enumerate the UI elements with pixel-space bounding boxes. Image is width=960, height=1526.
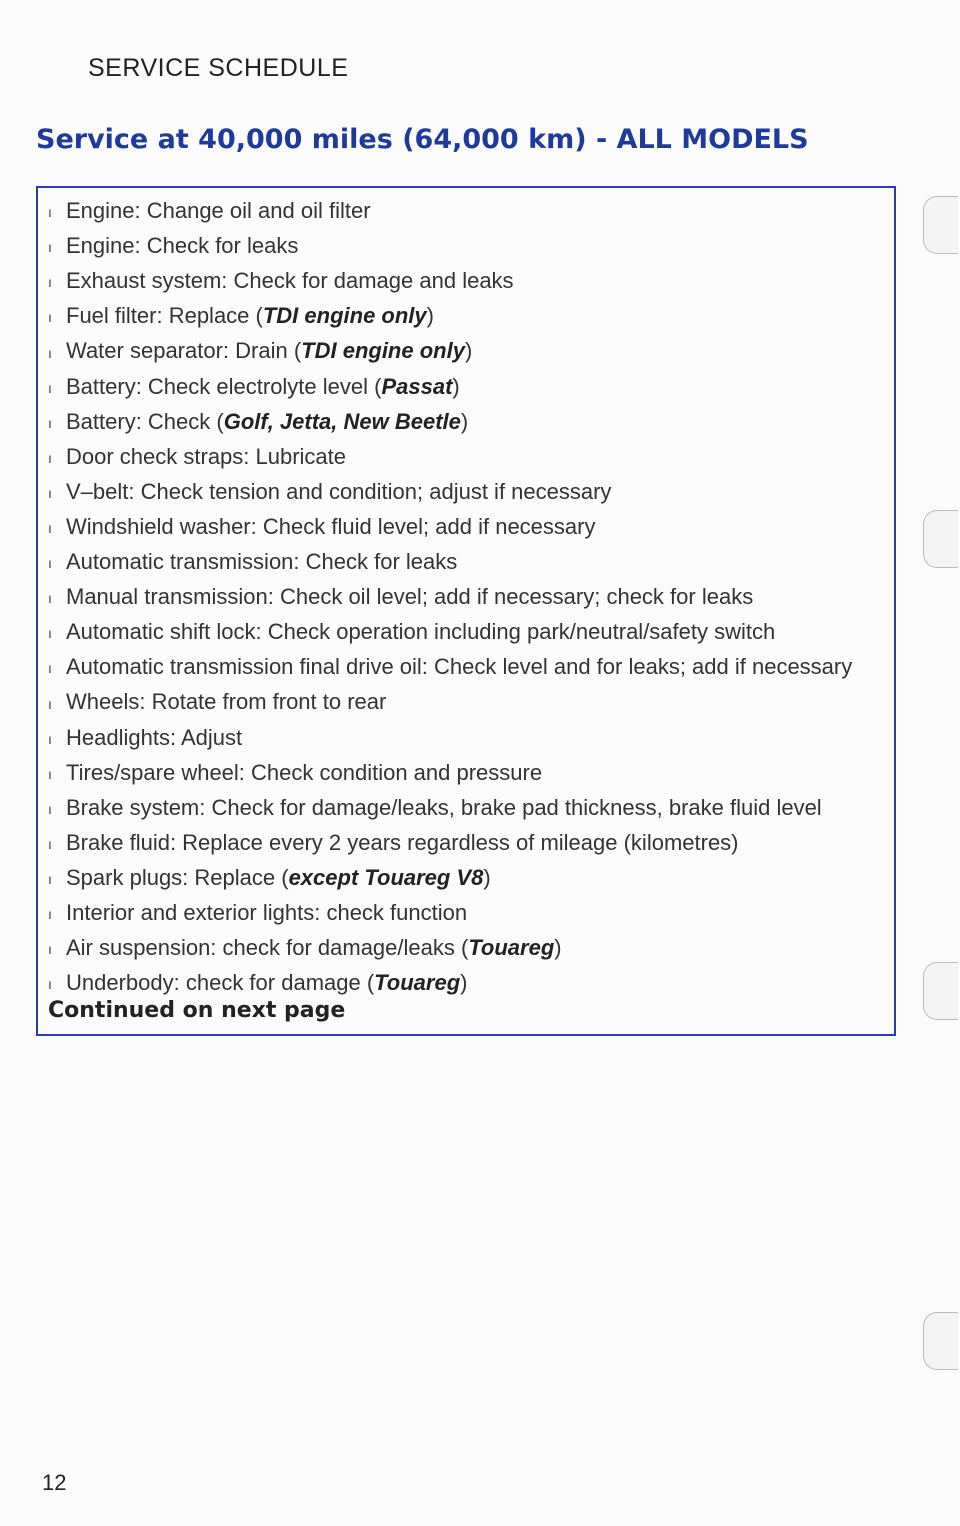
checklist-item-tail: ) [554,935,562,961]
checklist-item-text: Battery: Check ( [66,408,224,434]
bullet-icon: ı [48,239,52,256]
checklist-item [48,545,457,579]
checklist-item-model-note: except Touareg V8 [288,864,484,890]
checklist-item-text: Spark plugs: Replace ( [66,864,289,890]
bullet-icon: ı [48,976,52,993]
checklist-item [48,229,298,263]
bullet-icon: ı [48,484,52,501]
bullet-icon: ı [48,449,52,466]
page-number: 12 [42,1470,67,1495]
checklist-item-text: Automatic transmission final drive oil: Check level and for leaks; add if necessary [66,654,853,680]
bullet-icon: ı [48,204,52,221]
checklist-item [48,194,371,228]
checklist-item-text: Door check straps: Lubricate [66,443,347,469]
bullet-icon: ı [48,590,52,607]
checklist-item [48,580,753,614]
bullet-icon: ı [48,414,52,431]
checklist-item-tail: ) [426,303,434,329]
checklist-item-text: Exhaust system: Check for damage and leaks [66,268,514,294]
bullet-icon: ı [48,379,52,396]
checklist-item [48,510,595,544]
checklist-item-text: Automatic transmission: Check for leaks [66,549,458,574]
checklist-item [48,966,467,1000]
bullet-icon: ı [48,309,52,326]
bullet-icon: ı [48,660,52,677]
checklist-item-tail: ) [483,864,491,890]
bullet-icon: ı [48,625,52,642]
checklist-item [48,264,514,298]
checklist-item-model-note: TDI engine only [262,303,427,329]
checklist-item [48,931,562,965]
checklist-item-model-note: Touareg [374,970,461,996]
bullet-icon: ı [48,274,52,291]
checklist-item-model-note: TDI engine only [301,338,465,364]
checklist-item-text: Wheels: Rotate from front to rear [66,689,387,715]
checklist-item [48,721,242,755]
bullet-icon: ı [48,800,52,817]
bullet-icon: ı [48,730,52,747]
page-header: SERVICE SCHEDULE [88,54,349,82]
checklist-item [48,650,852,684]
page-tab-marker [923,962,958,1020]
checklist-item-text: Battery: Check electrolyte level ( [66,373,382,399]
service-checklist-box [36,186,896,1036]
checklist-item-text: Interior and exterior lights: check function [66,900,468,925]
bullet-icon: ı [48,555,52,572]
checklist-item [48,440,346,474]
checklist-item-text: Headlights: Adjust [66,724,243,750]
checklist-item-text: Automatic shift lock: Check operation including park/neutral/safety switch [66,619,776,645]
checklist-item-text: Engine: Check for leaks [66,233,299,259]
checklist-item-text: Brake fluid: Replace every 2 years regardless of mileage (kilometres) [66,829,739,855]
checklist-item [48,826,739,860]
checklist-item-text: V–belt: Check tension and condition; adjust if necessary [66,478,612,504]
bullet-icon: ı [48,520,52,537]
bullet-icon: ı [48,906,52,923]
checklist-item [48,685,386,719]
checklist-item-text: Brake system: Check for damage/leaks, brake pad thickness, brake fluid level [66,794,822,820]
checklist-item-tail: ) [464,338,473,364]
checklist-item-text: Fuel filter: Replace ( [66,303,263,329]
checklist-item-model-note: Touareg [468,935,555,961]
checklist-item-text: Water separator: Drain ( [66,338,302,364]
checklist-item-text: Underbody: check for damage ( [66,970,375,996]
checklist-item [48,299,434,333]
checklist-item-tail: ) [460,408,469,434]
checklist-item [48,896,467,930]
checklist-item-model-note: Passat [381,373,453,399]
checklist-item-text: Manual transmission: Check oil level; add if necessary; check for leaks [66,584,754,610]
bullet-icon: ı [48,871,52,888]
page-tab-marker [923,510,958,568]
checklist-item [48,615,775,649]
section-title: Service at 40,000 miles (64,000 km) - ALL MODELS [36,124,809,155]
checklist-item [48,334,472,368]
checklist-item [48,791,822,825]
checklist-item-tail: ) [460,970,468,996]
checklist-item-text: Tires/spare wheel: Check condition and pressure [66,759,543,785]
bullet-icon: ı [48,695,52,712]
checklist-item [48,861,491,895]
checklist-item-text: Windshield washer: Check fluid level; add if necessary [66,513,596,539]
page-tab-marker [923,1312,958,1370]
continued-note: Continued on next page [48,998,346,1023]
checklist-item [48,405,468,439]
checklist-item-model-note: Golf, Jetta, New Beetle [223,408,461,434]
checklist-item [48,370,460,404]
bullet-icon: ı [48,835,52,852]
checklist-item-tail: ) [452,373,460,399]
bullet-icon: ı [48,941,52,958]
checklist-item-text: Air suspension: check for damage/leaks ( [66,935,469,961]
checklist-item [48,475,611,509]
bullet-icon: ı [48,344,52,361]
checklist-item [48,756,542,790]
bullet-icon: ı [48,765,52,782]
page-tab-marker [923,196,958,254]
checklist-item-text: Engine: Change oil and oil filter [66,198,371,223]
